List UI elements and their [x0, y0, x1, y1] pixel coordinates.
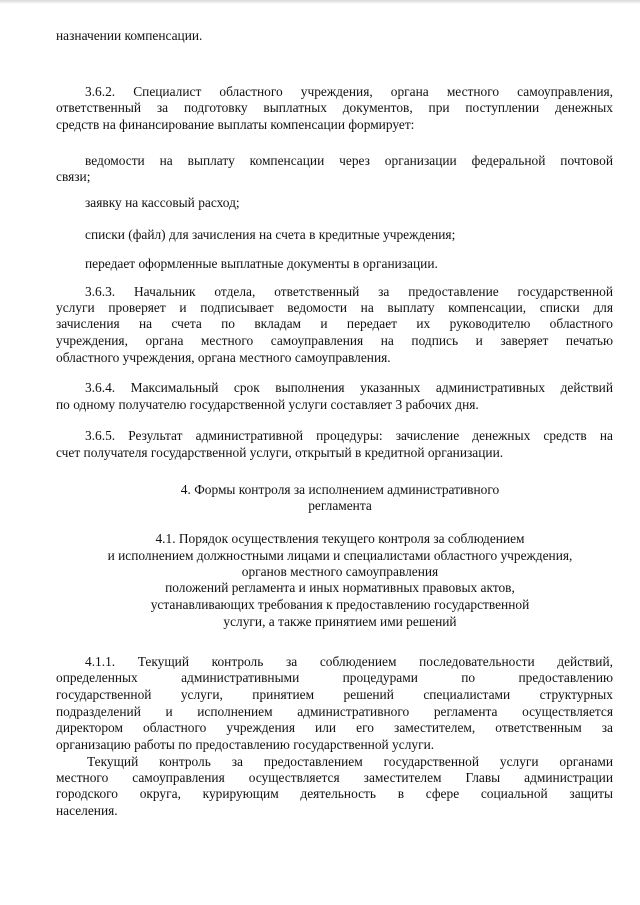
text-line: областного учреждения, органа местного самоуправления.: [56, 350, 391, 365]
text-line: ответственный за подготовку выплатных документов, при поступлении денежных: [56, 100, 613, 115]
text-line: организацию работы по предоставлению государственной услуги.: [56, 737, 435, 752]
text-line: заявку на кассовый расход;: [85, 195, 240, 210]
text-line: учреждения, органа местного самоуправления на подпись и заверяет печатью: [56, 333, 613, 348]
text-line: услуги проверяет и подписывает ведомости на выплату компенсации, списки для: [56, 300, 613, 315]
section-heading: 4. Формы контроля за исполнением административного: [180, 482, 500, 497]
subsection-heading: и исполнением должностными лицами и специалистами областного учреждения,: [107, 548, 573, 563]
text-line: 3.6.3. Начальник отдела, ответственный за предоставление государственной: [85, 284, 613, 299]
scan-top-edge: [0, 0, 640, 4]
text-line: городского округа, курирующим деятельность в сфере социальной защиты: [56, 786, 613, 801]
text-line: передает оформленные выплатные документы в организации.: [85, 256, 438, 271]
text-line: связи;: [56, 169, 91, 184]
subsection-heading: 4.1. Порядок осуществления текущего контроля за соблюдением: [155, 531, 525, 546]
text-line: 3.6.5. Результат административной процедуры: зачисление денежных средств на: [85, 428, 613, 443]
subsection-heading: положений регламента и иных нормативных правовых актов,: [165, 580, 515, 595]
text-line: списки (файл) для зачисления на счета в кредитные учреждения;: [85, 227, 456, 242]
section-heading: регламента: [308, 498, 372, 513]
text-line: подразделений и исполнением административного регламента осуществляется: [56, 704, 613, 719]
text-line: назначении компенсации.: [56, 28, 203, 43]
subsection-heading: услуги, а также принятием ими решений: [223, 614, 457, 629]
text-line: Текущий контроль за предоставлением государственной услуги органами: [87, 754, 613, 769]
text-line: населения.: [56, 803, 118, 818]
text-line: 4.1.1. Текущий контроль за соблюдением последовательности действий,: [85, 654, 613, 669]
text-line: зачисления на счета по вкладам и передает их руководителю областного: [56, 316, 613, 331]
text-line: государственной услуги, принятием решений специалистами структурных: [56, 687, 613, 702]
text-line: средств на финансирование выплаты компенсации формирует:: [56, 117, 415, 132]
text-line: по одному получателю государственной услуги составляет 3 рабочих дня.: [56, 397, 479, 412]
text-line: определенных административными процедурами по предоставлению: [56, 670, 613, 685]
text-line: счет получателя государственной услуги, открытый в кредитной организации.: [56, 445, 504, 460]
text-line: ведомости на выплату компенсации через организации федеральной почтовой: [85, 153, 613, 168]
subsection-heading: устанавливающих требования к предоставлению государственной: [150, 597, 530, 612]
text-line: директором областного учреждения или его заместителем, ответственным за: [56, 720, 613, 735]
text-line: 3.6.2. Специалист областного учреждения, органа местного самоуправления,: [85, 84, 613, 99]
subsection-heading: органов местного самоуправления: [241, 564, 439, 579]
text-line: 3.6.4. Максимальный срок выполнения указанных административных действий: [85, 380, 613, 395]
text-line: местного самоуправления осуществляется заместителем Главы администрации: [56, 770, 613, 785]
